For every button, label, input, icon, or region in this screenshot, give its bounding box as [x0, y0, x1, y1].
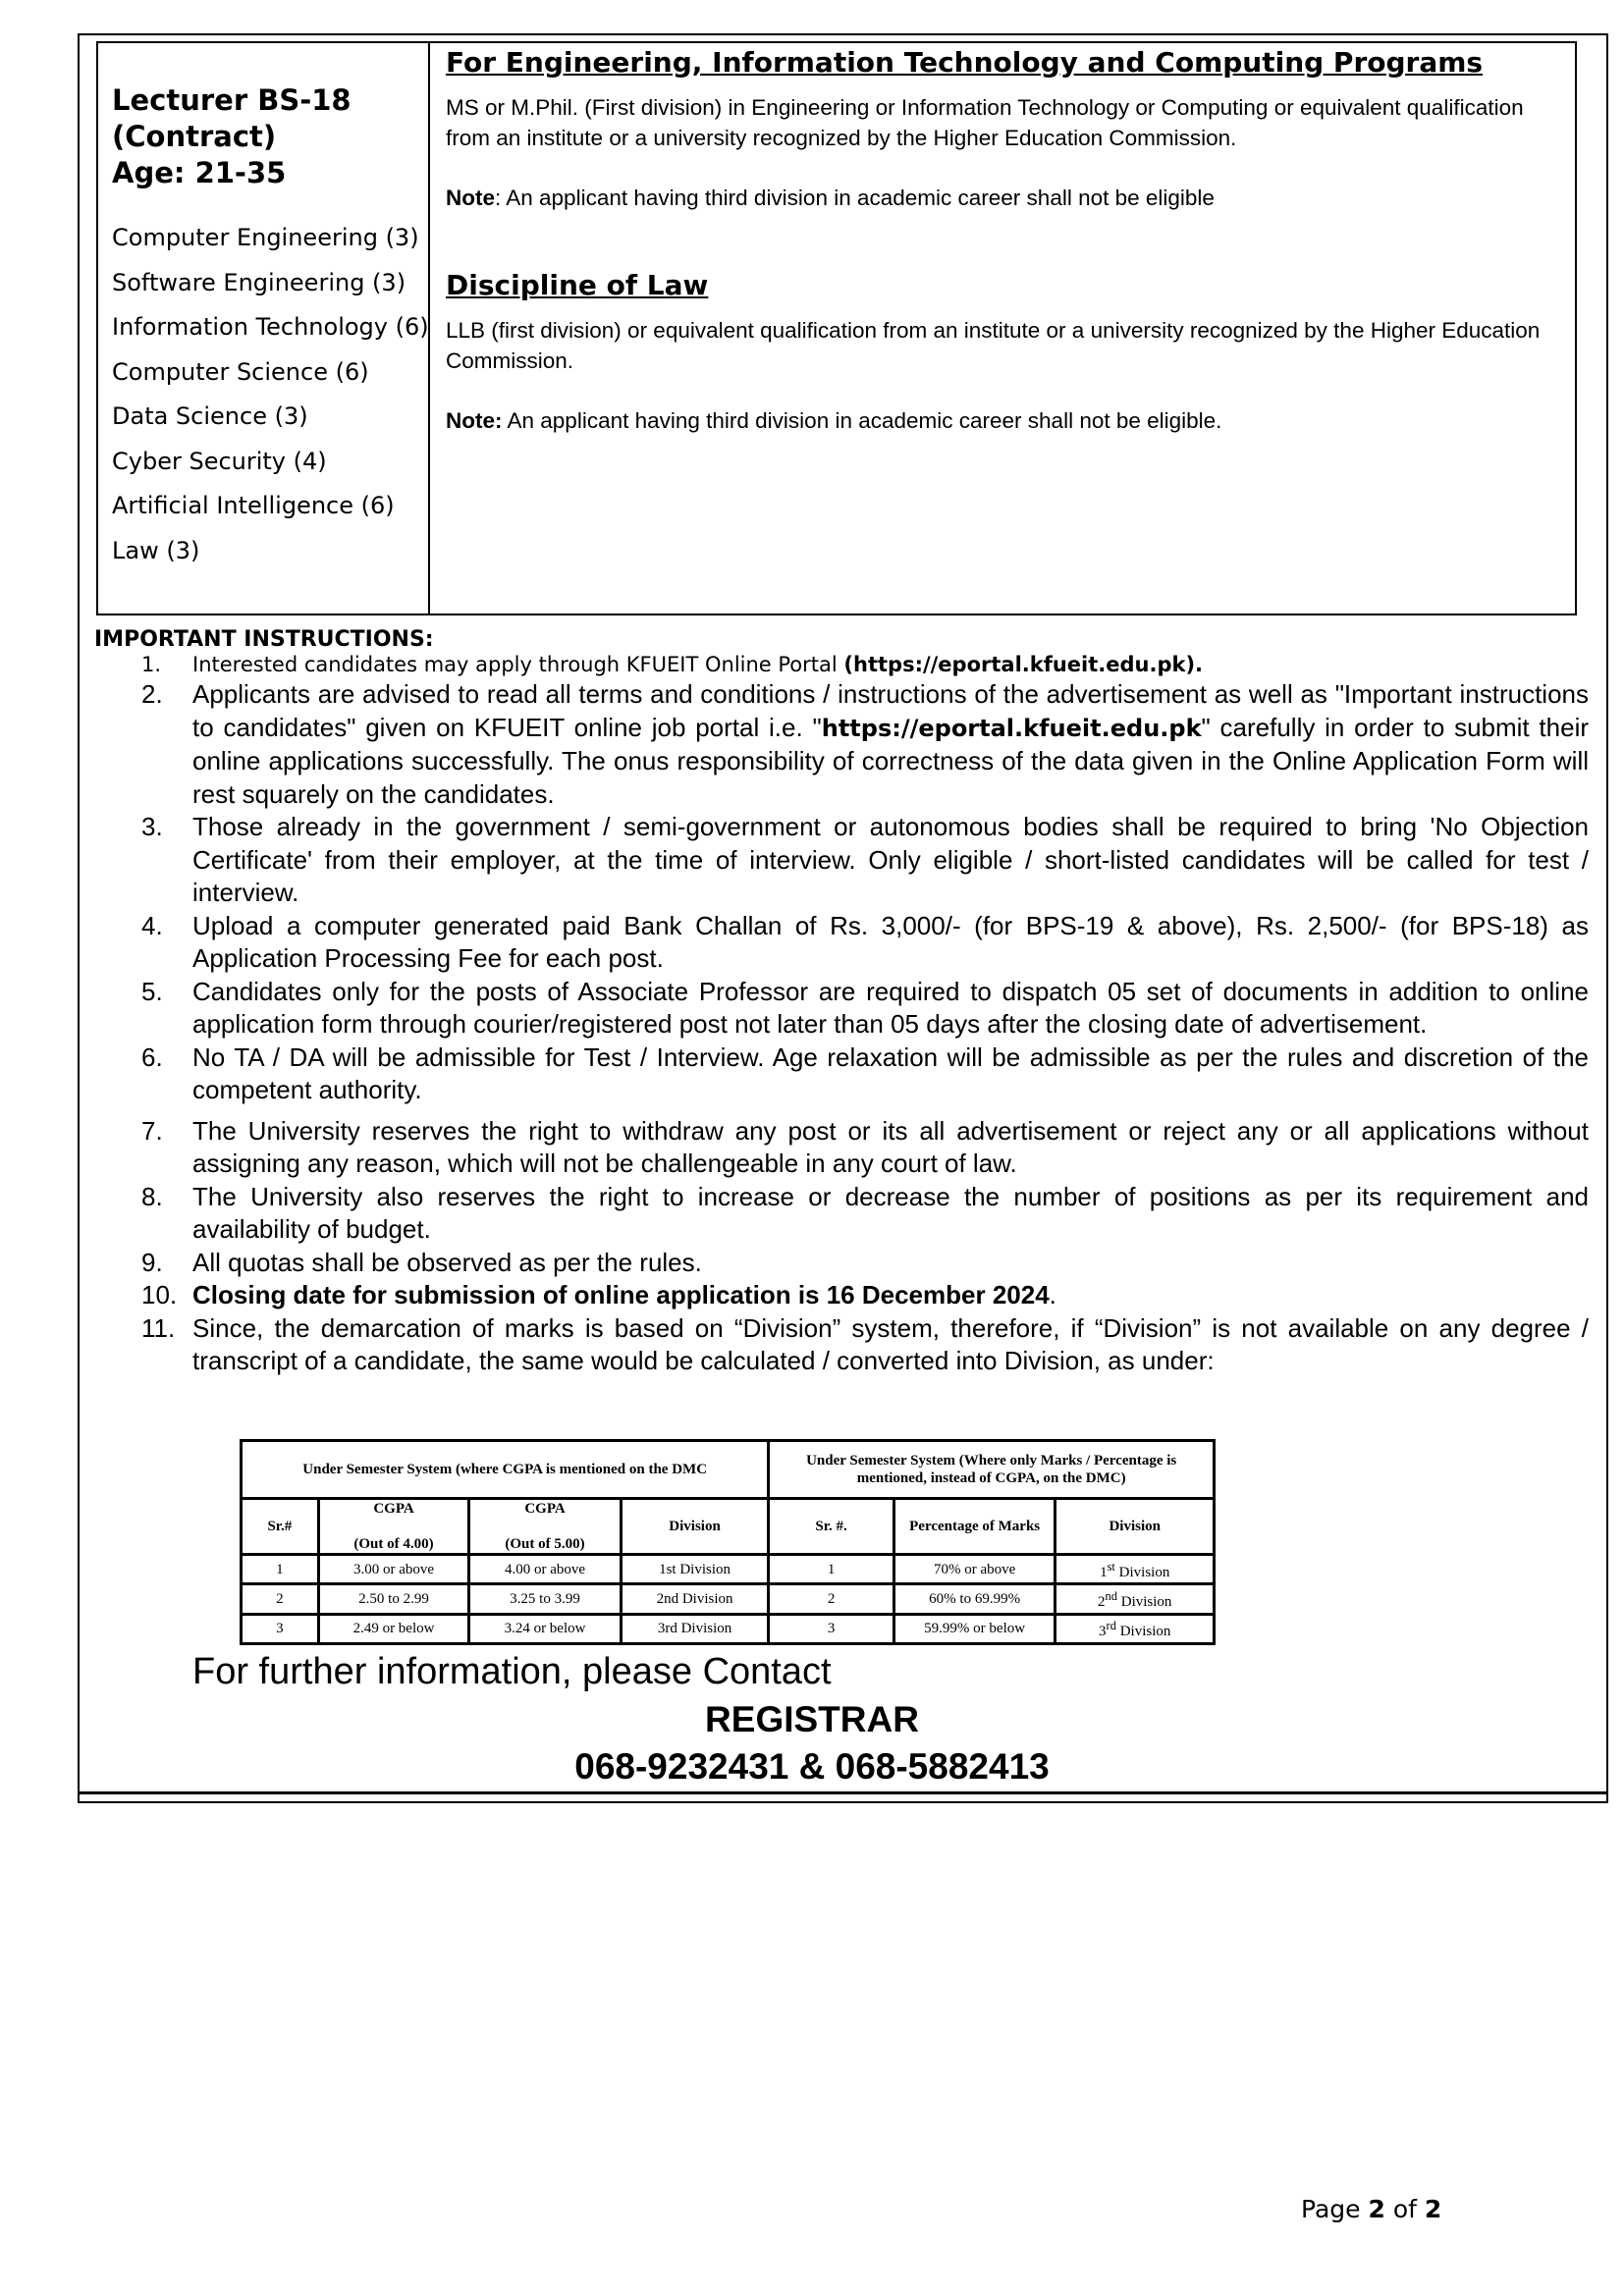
note-label: Note [446, 186, 495, 210]
cell-sr2: 2 [769, 1584, 894, 1614]
col-header-sr2: Sr. #. [769, 1498, 894, 1555]
instruction-item [141, 678, 1589, 811]
law-qualification: LLB (first division) or equivalent qualification from an institute or a university recognized by the Higher Education Commission. [446, 318, 1541, 373]
engineering-qualification: MS or M.Phil. (First division) in Engineering or Information Technology or Computing or equivalent qualification from an institute or a university recognized by the Higher Education Commission. [446, 95, 1524, 150]
engineering-heading: For Engineering, Information Technology and Computing Programs [446, 46, 1484, 79]
cell-sr: 3 [242, 1614, 319, 1643]
law-heading: Discipline of Law [446, 269, 709, 301]
cell-cgpa5: 3.24 or below [469, 1614, 622, 1643]
portal-link[interactable]: (https://eportal.kfueit.edu.pk). [843, 653, 1204, 676]
instruction-text: Those already in the government / semi-government or autonomous bodies shall be required to bring 'No Objection Certificate' from their employer, at the time of interview. Only eligible / short-listed candidates will be called for test / interview. [192, 812, 1589, 907]
portal-link[interactable]: https://eportal.kfueit.edu.pk [821, 714, 1202, 742]
instruction-text: Candidates only for the posts of Associate Professor are required to dispatch 05 set of documents in addition to online application form through courier/registered post not later than 05 days after the closing date of advertisement. [192, 976, 1589, 1039]
cell-sr: 1 [242, 1555, 319, 1584]
division-word: Division [1115, 1624, 1171, 1640]
col-header-division2: Division [1056, 1498, 1215, 1555]
instructions-list [141, 652, 1589, 1378]
col-header-sub: (Out of 5.00) [505, 1535, 585, 1552]
instruction-item [141, 652, 1589, 678]
table-row [242, 1614, 1215, 1643]
contact-phones: 068-9232431 & 068-5882413 [574, 1746, 1050, 1787]
instruction-number: 5. [141, 976, 163, 1006]
marks-group-header: Under Semester System (Where only Marks / Percentage is mentioned, instead of CGPA, on the DMC) [769, 1441, 1215, 1499]
cell-cgpa4: 2.50 to 2.99 [318, 1584, 469, 1614]
instruction-item [141, 910, 1589, 976]
instruction-item [141, 1181, 1589, 1247]
col-header-sr: Sr.# [242, 1498, 319, 1555]
instruction-item [141, 811, 1589, 910]
page-prefix: Page [1301, 2195, 1369, 2223]
registrar-title: REGISTRAR [705, 1699, 919, 1739]
instruction-item [141, 976, 1589, 1041]
col-header-division: Division [621, 1498, 769, 1555]
discipline-item: Cyber Security (4) [112, 447, 327, 475]
instruction-text: Applicants are advised to read all terms and conditions / instructions of the advertisement as well as "Important instructions to candidates" given on KFUEIT online job portal i.e. " [192, 679, 1589, 742]
instruction-number: 3. [141, 812, 163, 841]
instruction-text: The University also reserves the right to increase or decrease the number of positions as per its requirement and availability of budget. [192, 1181, 1589, 1244]
cell-division: 3rd Division [621, 1614, 769, 1643]
page-of: of [1384, 2195, 1425, 2223]
instruction-text: . [1049, 1280, 1056, 1309]
discipline-item: Data Science (3) [112, 402, 308, 430]
instruction-text: Interested candidates may apply through KFUEIT Online Portal [192, 653, 844, 676]
discipline-item: Law (3) [112, 536, 200, 564]
table-row [242, 1555, 1215, 1584]
col-header-percentage: Percentage of Marks [893, 1498, 1056, 1555]
cell-cgpa5: 4.00 or above [469, 1555, 622, 1584]
division-word: Division [1114, 1564, 1170, 1580]
instruction-text: No TA / DA will be admissible for Test / Interview. Age relaxation will be admissible as per the rules and discretion of the competent authority. [192, 1041, 1589, 1104]
cell-cgpa4: 3.00 or above [318, 1555, 469, 1584]
instruction-number: 9. [141, 1247, 163, 1277]
page-total: 2 [1424, 2195, 1442, 2223]
instruction-number: 2. [141, 679, 163, 709]
instruction-number: 1. [141, 653, 162, 676]
instruction-text: Since, the demarcation of marks is based on “Division” system, therefore, if “Division” is not available on any degree / transcript of a candidate, the same would be calculated / converted into Division, as under: [192, 1312, 1589, 1375]
discipline-item: Artificial Intelligence (6) [112, 492, 395, 519]
position-title [112, 82, 428, 191]
division-suffix: rd [1106, 1619, 1116, 1633]
discipline-item: Information Technology (6) [112, 313, 429, 341]
table-row [242, 1584, 1215, 1614]
cgpa-group-header: Under Semester System (where CGPA is mentioned on the DMC [242, 1441, 769, 1499]
instruction-number: 8. [141, 1181, 163, 1211]
note-label: Note: [446, 408, 503, 433]
instruction-number: 4. [141, 910, 163, 940]
note-text: : An applicant having third division in academic career shall not be eligible [495, 186, 1215, 210]
engineering-note [446, 183, 1561, 213]
instruction-number: 10. [141, 1280, 178, 1309]
division-number: 3 [1099, 1624, 1107, 1640]
instruction-text: The University reserves the right to withdraw any post or its all advertisement or reject any or all applications without assigning any reason, which will not be challengeable in any court of law. [192, 1115, 1589, 1178]
cell-percentage: 60% to 69.99% [893, 1584, 1056, 1614]
position-age: Age: 21-35 [112, 156, 287, 189]
position-title-line: (Contract) [112, 120, 277, 153]
division-word: Division [1116, 1594, 1172, 1611]
col-header-cgpa5 [469, 1498, 622, 1555]
cell-sr: 2 [242, 1584, 319, 1614]
cell-division: 1st Division [621, 1555, 769, 1584]
instructions-heading: IMPORTANT INSTRUCTIONS: [94, 627, 434, 652]
discipline-item: Computer Engineering (3) [112, 224, 419, 251]
col-header-text: CGPA [524, 1500, 566, 1517]
note-text: An applicant having third division in academic career shall not be eligible. [502, 408, 1222, 433]
division-suffix: nd [1105, 1589, 1117, 1604]
division-conversion-table [240, 1439, 1216, 1645]
division-number: 2 [1097, 1594, 1106, 1611]
cell-sr2: 3 [769, 1614, 894, 1643]
cell-division: 2nd Division [621, 1584, 769, 1614]
cell-percentage: 70% or above [893, 1555, 1056, 1584]
instruction-text: All quotas shall be observed as per the rules. [192, 1247, 702, 1277]
cell-sr2: 1 [769, 1555, 894, 1584]
instruction-item [141, 1115, 1589, 1181]
instruction-number: 11. [141, 1312, 176, 1343]
col-header-text: CGPA [373, 1500, 414, 1517]
further-info-text: For further information, please Contact [192, 1651, 832, 1692]
law-note [446, 405, 1561, 436]
discipline-item: Software Engineering (3) [112, 268, 406, 296]
closing-date: Closing date for submission of online application is 16 December 2024 [192, 1280, 1050, 1309]
instruction-number: 7. [141, 1115, 163, 1146]
frame-double-rule [78, 1791, 1608, 1794]
cell-percentage: 59.99% or below [893, 1614, 1056, 1643]
division-number: 1 [1100, 1564, 1108, 1580]
position-table [96, 41, 1577, 615]
instruction-item [141, 1312, 1589, 1378]
instruction-text: Upload a computer generated paid Bank Challan of Rs. 3,000/- (for BPS-19 & above), Rs. 2,500/- (for BPS-18) as Application Processing Fee for each post. [192, 910, 1589, 973]
instruction-item [141, 1247, 1589, 1280]
discipline-item: Computer Science (6) [112, 357, 369, 386]
instruction-item [141, 1041, 1589, 1107]
discipline-list [112, 223, 428, 580]
position-title-line: Lecturer BS-18 [112, 83, 352, 117]
cell-division2 [1056, 1584, 1215, 1614]
page-number [1301, 2195, 1441, 2224]
position-cell [98, 43, 430, 614]
instruction-text: " carefully in order to submit their online applications successfully. The onus responsibility of correctness of the data given in the Online Application Form will rest squarely on the candidates. [192, 712, 1589, 809]
division-suffix: st [1107, 1559, 1115, 1574]
page-current: 2 [1368, 2195, 1385, 2223]
cell-cgpa4: 2.49 or below [318, 1614, 469, 1643]
qualification-cell [430, 43, 1575, 614]
col-header-cgpa4 [318, 1498, 469, 1555]
cell-division2 [1056, 1555, 1215, 1584]
instruction-item [141, 1279, 1589, 1312]
cell-cgpa5: 3.25 to 3.99 [469, 1584, 622, 1614]
cell-division2 [1056, 1614, 1215, 1643]
instruction-number: 6. [141, 1041, 163, 1072]
col-header-sub: (Out of 4.00) [353, 1535, 434, 1552]
